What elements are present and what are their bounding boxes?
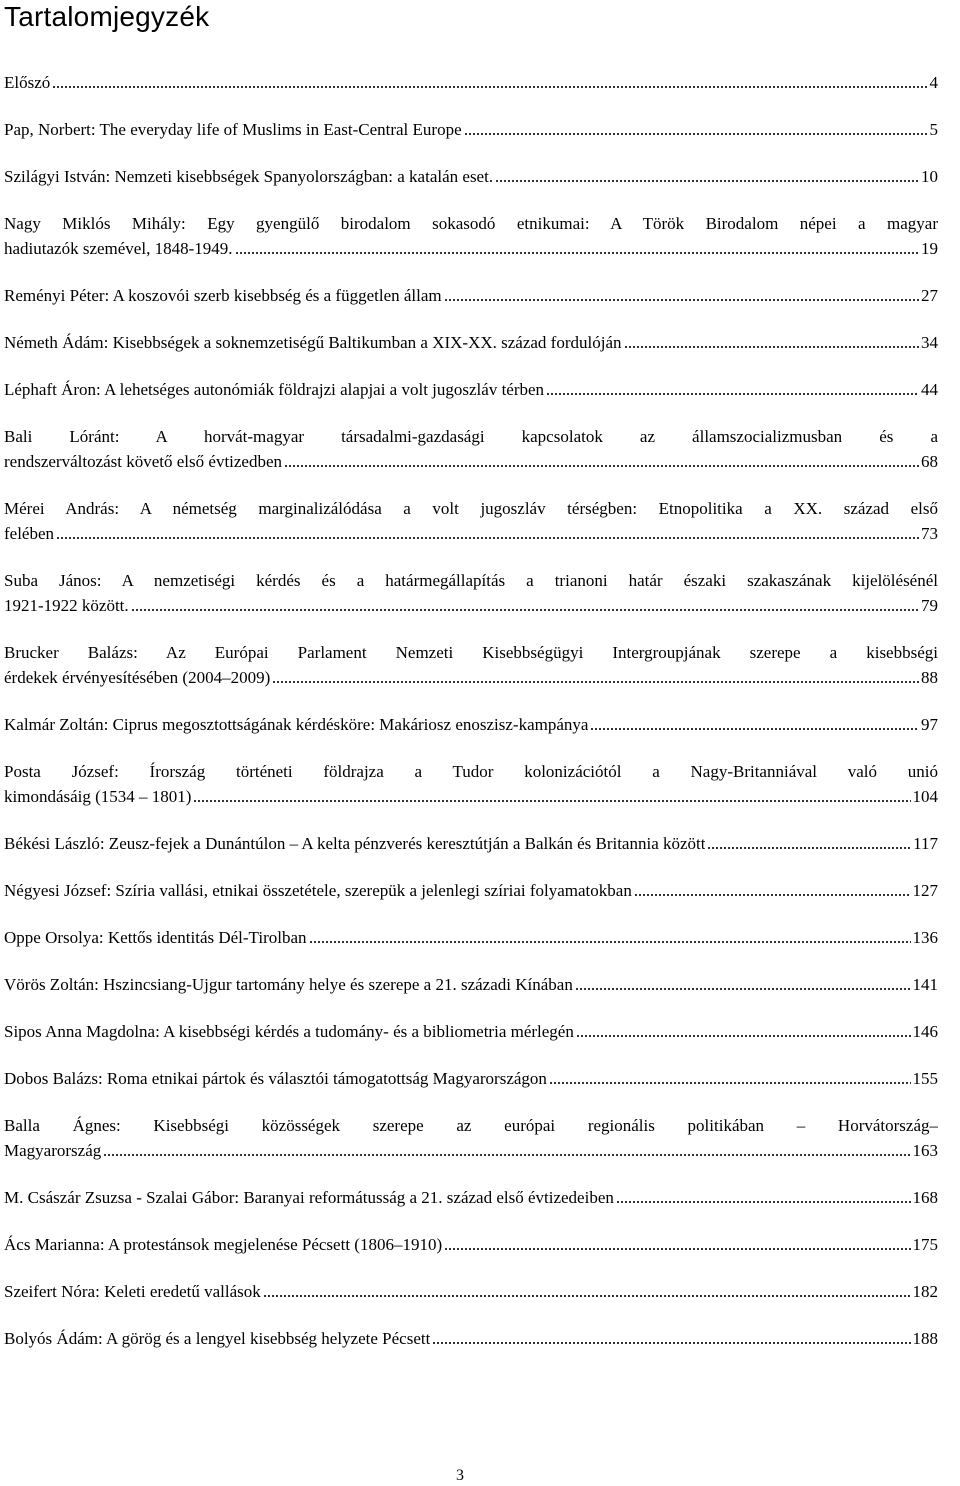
- toc-entry-page-number: 10: [921, 167, 938, 186]
- toc-entry-page-number: 44: [921, 380, 938, 399]
- toc-entry[interactable]: [4, 496, 938, 546]
- toc-entry[interactable]: [4, 164, 938, 189]
- toc-entry-page-number: 88: [921, 668, 938, 687]
- toc-entry[interactable]: [4, 1279, 938, 1304]
- toc-entry-title: Dobos Balázs: Roma etnikai pártok és választói támogatottság Magyarországon: [4, 1069, 547, 1088]
- toc-entry-row: [4, 712, 938, 737]
- toc-entry-row: [4, 1185, 938, 1210]
- dot-leader: [575, 986, 911, 992]
- dot-leader: [272, 679, 919, 685]
- toc-entry-row: [4, 283, 938, 308]
- dot-leader: [284, 463, 919, 469]
- dot-leader: [193, 798, 910, 804]
- toc-entry-title-line: Mérei András: A németség marginalizálódása a volt jugoszláv térségben: Etnopolitika a XX. század első: [4, 499, 938, 518]
- toc-entry-title-line: Balla Ágnes: Kisebbségi közösségek szerepe az európai regionális politikában – Horvátország–: [4, 1116, 938, 1135]
- toc-entry-title: Léphaft Áron: A lehetséges autonómiák földrajzi alapjai a volt jugoszláv térben: [4, 380, 545, 399]
- toc-entry[interactable]: [4, 424, 938, 474]
- toc-entry-page-number: 73: [921, 524, 938, 543]
- dot-leader: [56, 535, 919, 541]
- dot-leader: [103, 1152, 910, 1158]
- toc-entry-row: [4, 117, 938, 142]
- dot-leader: [309, 939, 911, 945]
- toc-entry-page-number: 79: [921, 596, 938, 615]
- toc-entry-title: 1921-1922 között.: [4, 596, 129, 615]
- dot-leader: [549, 1080, 911, 1086]
- toc-entry-page-number: 97: [921, 715, 938, 734]
- toc-entry-page-number: 141: [912, 975, 938, 994]
- toc-entry-row: [4, 1019, 938, 1044]
- toc-entry[interactable]: [4, 925, 938, 950]
- toc-entry-title: M. Császár Zsuzsa - Szalai Gábor: Baranyai reformátusság a 21. század első évtizedeiben: [4, 1188, 614, 1207]
- toc-entry-title: hadiutazók szemével, 1848-1949.: [4, 239, 233, 258]
- toc-entry-title: Előszó: [4, 73, 51, 92]
- toc-entry-row: [4, 377, 938, 402]
- toc-entry-title: érdekek érvényesítésében (2004–2009): [4, 668, 271, 687]
- toc-entry-title: kimondásáig (1534 – 1801): [4, 787, 192, 806]
- toc-entry-title: Ács Marianna: A protestánsok megjelenése Pécsett (1806–1910): [4, 1235, 443, 1254]
- toc-entry[interactable]: [4, 759, 938, 809]
- dot-leader: [444, 1246, 910, 1252]
- toc-entry-row: [4, 1138, 938, 1163]
- toc-entry-title: felében: [4, 524, 55, 543]
- toc-entry-row: [4, 665, 938, 690]
- dot-leader: [634, 892, 911, 898]
- toc-entry-title: Magyarország: [4, 1141, 102, 1160]
- toc-entry-row: [4, 1232, 938, 1257]
- toc-entry-title-line: Nagy Miklós Mihály: Egy gyengülő birodalom sokasodó etnikumai: A Török Birodalom népei a magyar: [4, 214, 938, 233]
- toc-entry[interactable]: [4, 1185, 938, 1210]
- toc-entry[interactable]: [4, 1113, 938, 1163]
- toc-entry-title-line: Bali Lóránt: A horvát-magyar társadalmi-gazdasági kapcsolatok az államszocializmusban és a: [4, 427, 938, 446]
- dot-leader: [707, 845, 911, 851]
- toc-entry[interactable]: [4, 211, 938, 261]
- toc-entry-row: [4, 330, 938, 355]
- toc-entry-row: [4, 236, 938, 261]
- toc-entry-title-line: Suba János: A nemzetiségi kérdés és a határmegállapítás a trianoni határ északi szakaszának kijelölésénél: [4, 571, 938, 590]
- toc-entry[interactable]: [4, 377, 938, 402]
- toc-entry-row: [4, 521, 938, 546]
- toc-entry-row: [4, 449, 938, 474]
- dot-leader: [495, 178, 919, 184]
- toc-entry-title: rendszerváltozást követő első évtizedben: [4, 452, 283, 471]
- toc-entry-row: [4, 1066, 938, 1091]
- toc-entry-page-number: 104: [912, 787, 938, 806]
- toc-entry-title: Németh Ádám: Kisebbségek a soknemzetiségű Baltikumban a XIX-XX. század fordulóján: [4, 333, 622, 352]
- toc-entry[interactable]: [4, 831, 938, 856]
- toc-entry[interactable]: [4, 1326, 938, 1351]
- toc-entry-title: Bolyós Ádám: A görög és a lengyel kisebbség helyzete Pécsett: [4, 1329, 431, 1348]
- toc-entry-row: [4, 70, 938, 95]
- toc-entry[interactable]: [4, 640, 938, 690]
- toc-entry-page-number: 155: [912, 1069, 938, 1088]
- toc-entry-page-number: 5: [929, 120, 938, 139]
- dot-leader: [464, 131, 928, 137]
- toc-entry[interactable]: [4, 878, 938, 903]
- dot-leader: [432, 1340, 910, 1346]
- toc-entry[interactable]: [4, 117, 938, 142]
- toc-entry-row: [4, 831, 938, 856]
- dot-leader: [235, 250, 920, 256]
- dot-leader: [576, 1033, 911, 1039]
- dot-leader: [52, 84, 927, 90]
- toc-entry-page-number: 175: [912, 1235, 938, 1254]
- toc-entry-page-number: 188: [912, 1329, 938, 1348]
- page-title: Tartalomjegyzék: [4, 1, 210, 32]
- toc-entry-page-number: 27: [921, 286, 938, 305]
- toc-entry-title: Szilágyi István: Nemzeti kisebbségek Spanyolországban: a katalán eset.: [4, 167, 494, 186]
- toc-entry[interactable]: [4, 1019, 938, 1044]
- toc-entry-page-number: 182: [912, 1282, 938, 1301]
- toc-entry-title: Oppe Orsolya: Kettős identitás Dél-Tirolban: [4, 928, 307, 947]
- toc-entry-title: Reményi Péter: A koszovói szerb kisebbség és a független állam: [4, 286, 442, 305]
- toc-entry[interactable]: [4, 283, 938, 308]
- toc-entry-title: Sipos Anna Magdolna: A kisebbségi kérdés a tudomány- és a bibliometria mérlegén: [4, 1022, 574, 1041]
- toc-entry-row: [4, 878, 938, 903]
- toc-entry-title: Vörös Zoltán: Hszincsiang-Ujgur tartomány helye és szerepe a 21. századi Kínában: [4, 975, 573, 994]
- toc-entry-page-number: 168: [912, 1188, 938, 1207]
- dot-leader: [624, 344, 920, 350]
- toc-entry-page-number: 136: [912, 928, 938, 947]
- toc-entry-title: Pap, Norbert: The everyday life of Muslims in East-Central Europe: [4, 120, 462, 139]
- dot-leader: [590, 726, 919, 732]
- toc-entry-page-number: 68: [921, 452, 938, 471]
- page-number: [0, 1466, 920, 1486]
- toc-entry-row: [4, 925, 938, 950]
- toc-entry-page-number: 4: [929, 73, 938, 92]
- toc-entry-row: [4, 164, 938, 189]
- toc-entry-page-number: 163: [912, 1141, 938, 1160]
- toc-entry-row: [4, 784, 938, 809]
- toc-entry-row: [4, 1279, 938, 1304]
- dot-leader: [546, 391, 919, 397]
- toc-entry[interactable]: [4, 568, 938, 618]
- toc-entry-page-number: 117: [913, 834, 938, 853]
- toc-entry-page-number: 146: [912, 1022, 938, 1041]
- dot-leader: [616, 1199, 911, 1205]
- toc-entry-title-line: Brucker Balázs: Az Európai Parlament Nemzeti Kisebbségügyi Intergroupjának szerepe a kisebbségi: [4, 643, 938, 662]
- dot-leader: [131, 607, 919, 613]
- toc-entry-row: [4, 593, 938, 618]
- toc-entry-title: Négyesi József: Szíria vallási, etnikai összetétele, szerepük a jelenlegi szíriai folyamatokban: [4, 881, 632, 900]
- toc-entry-title: Békési László: Zeusz-fejek a Dunántúlon – A kelta pénzverés keresztútján a Balkán és Britannia között: [4, 834, 706, 853]
- toc-entry-title-line: Posta József: Írország történeti földrajza a Tudor kolonizációtól a Nagy-Britanniával való unió: [4, 762, 938, 781]
- toc-entry-title: Szeifert Nóra: Keleti eredetű vallások: [4, 1282, 261, 1301]
- toc-entry[interactable]: [4, 972, 938, 997]
- toc-entry-row: [4, 1326, 938, 1351]
- toc-entry[interactable]: [4, 330, 938, 355]
- dot-leader: [444, 297, 919, 303]
- toc-entry-title: Kalmár Zoltán: Ciprus megosztottságának kérdésköre: Makáriosz enoszisz-kampánya: [4, 715, 589, 734]
- toc-entry-page-number: 127: [912, 881, 938, 900]
- table-of-contents: [4, 70, 938, 1373]
- toc-entry-page-number: 34: [921, 333, 938, 352]
- toc-entry[interactable]: [4, 712, 938, 737]
- toc-entry[interactable]: [4, 1232, 938, 1257]
- toc-entry-row: [4, 972, 938, 997]
- dot-leader: [263, 1293, 911, 1299]
- toc-entry[interactable]: [4, 1066, 938, 1091]
- page-number-text: 3: [456, 1467, 464, 1484]
- toc-entry-page-number: 19: [921, 239, 938, 258]
- toc-entry[interactable]: [4, 70, 938, 95]
